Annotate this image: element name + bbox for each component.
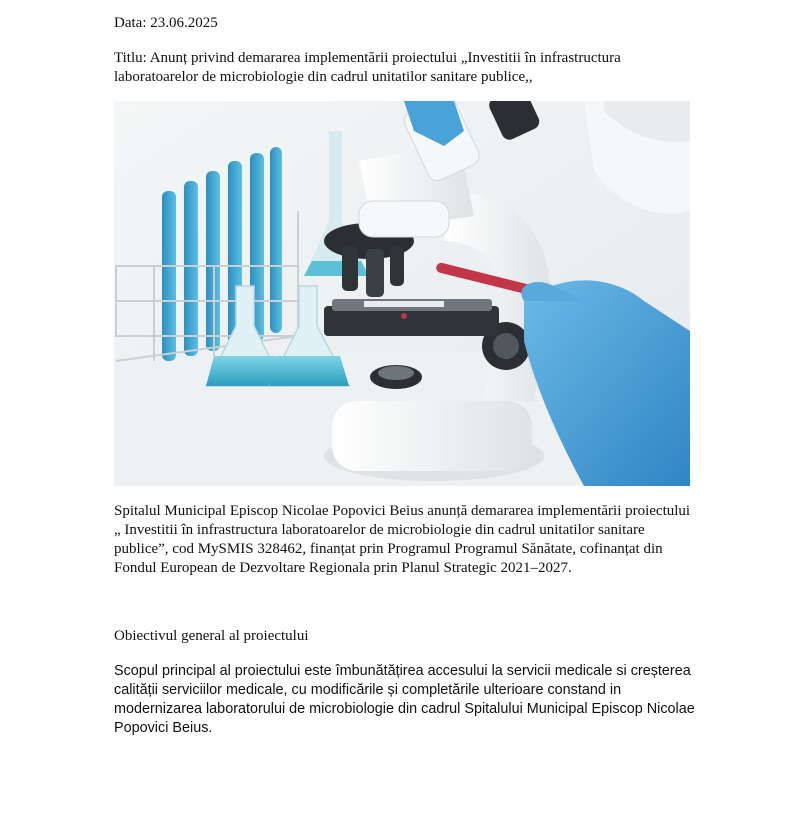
objective-paragraph: Scopul principal al proiectului este îmbunătățirea accesului la servicii medicale si creșterea calității serviciilor medicale, cu modificările și completările ulterioare constand in modernizarea laboratorului de microbiologie din cadrul Spitalului Municipal Episcop Nicolae Popovici Beius. — [114, 663, 695, 736]
intro-paragraph: Spitalul Municipal Episcop Nicolae Popovici Beius anunță demararea implementării proiectului „ Investitii în infrastructura laboratoarelor de microbiologie din cadrul unitatilor sanitare publice”, cod MySMIS 328462, finanțat prin Programul Programul Sănătate, cofinanțat din Fondul European de Dezvoltare Regionala prin Planul Strategic 2021–2027. — [114, 503, 691, 576]
document-date: Data: 23.06.2025 — [114, 15, 218, 31]
objective-heading: Obiectivul general al proiectului — [114, 628, 309, 644]
laboratory-photo — [114, 101, 690, 486]
document-title: Titlu: Anunț privind demararea implementării proiectului „Investitii în infrastructura laboratoarelor de microbiologie din cadrul unitatilor sanitare publice,, — [114, 50, 621, 85]
